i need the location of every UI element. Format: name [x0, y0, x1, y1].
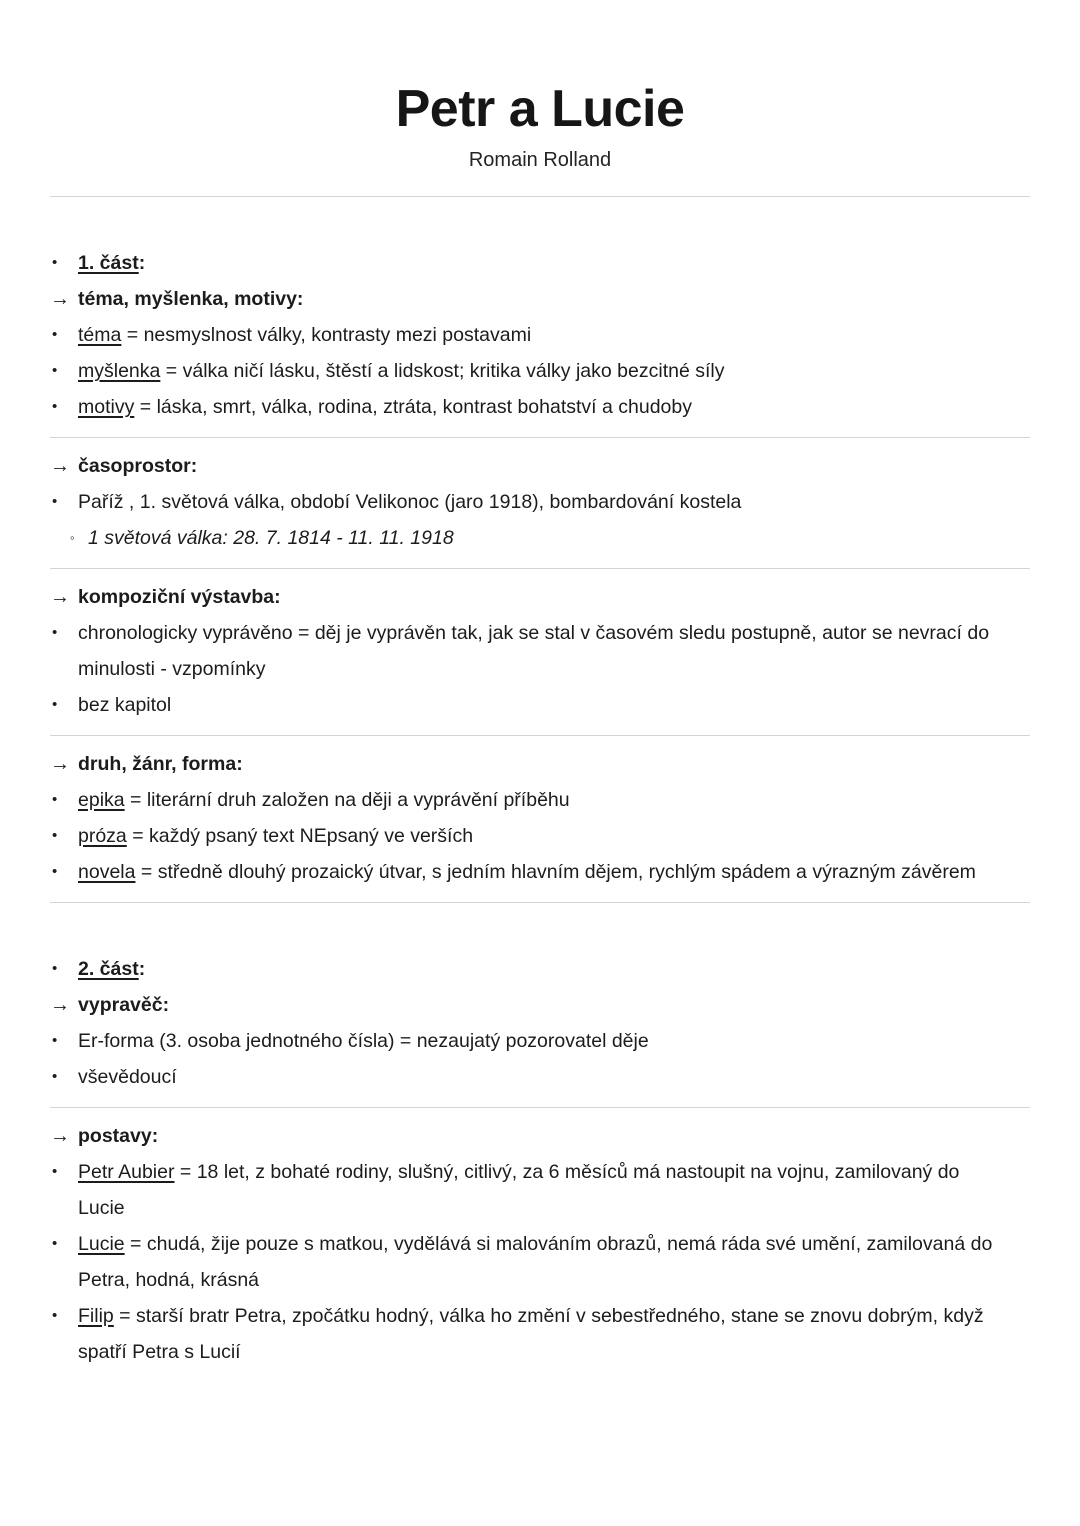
list-line: [50, 353, 1010, 389]
page-title: Petr a Lucie: [395, 80, 685, 138]
list-line: [50, 615, 1010, 687]
circle-bullet-icon: ◦: [70, 530, 75, 546]
list-line: [50, 1059, 1010, 1095]
text-segment: motivy: [78, 396, 135, 419]
text-segment: Filip: [78, 1305, 114, 1328]
list-line: [50, 1298, 1010, 1370]
page-subtitle: Romain Rolland: [468, 149, 612, 172]
section-casoprostor: [50, 438, 1010, 568]
arrow-icon: →: [50, 586, 70, 609]
bullet-icon: •: [52, 493, 58, 511]
text-segment: myšlenka: [78, 360, 161, 383]
text-segment: Er-forma (3. osoba jednotného čísla) = nezaujatý pozorovatel děje: [78, 1030, 649, 1053]
text-segment: = středně dlouhý prozaický útvar, s jedním hlavním dějem, rychlým spádem a výrazným závěrem: [135, 861, 976, 884]
text-segment: = každý psaný text NEpsaný ve verších: [126, 825, 474, 848]
bullet-icon: •: [52, 1235, 58, 1253]
bullet-icon: •: [52, 254, 58, 272]
bullet-icon: •: [52, 791, 58, 809]
list-line: [50, 389, 1010, 425]
text-segment: bez kapitol: [78, 694, 172, 717]
list-line: [50, 987, 1010, 1023]
arrow-icon: →: [50, 753, 70, 776]
text-segment: :: [138, 252, 146, 275]
bullet-icon: •: [52, 1307, 58, 1325]
text-segment: vypravěč:: [78, 994, 170, 1017]
text-segment: :: [138, 958, 146, 981]
list-line: [50, 854, 1010, 890]
bullet-icon: •: [52, 1163, 58, 1181]
text-segment: chronologicky vyprávěno = děj je vyprávěn tak, jak se stal v časovém sledu postupně, autor se nevrací do minulosti - vzpomínky: [78, 622, 990, 681]
list-line: [50, 818, 1010, 854]
arrow-icon: →: [50, 994, 70, 1017]
text-segment: téma, myšlenka, motivy:: [78, 288, 304, 311]
text-segment: 1. část: [78, 252, 139, 275]
text-segment: 1 světová válka: 28. 7. 1814 - 11. 11. 1918: [88, 527, 454, 550]
section-druh-zanr-forma: [50, 736, 1010, 902]
text-segment: Paříž , 1. světová válka, období Velikonoc (jaro 1918), bombardování kostela: [78, 491, 742, 514]
text-segment: 2. část: [78, 958, 139, 981]
bullet-icon: •: [52, 362, 58, 380]
text-segment: Petr Aubier: [78, 1161, 175, 1184]
bullet-icon: •: [52, 863, 58, 881]
text-segment: = 18 let, z bohaté rodiny, slušný, citlivý, za 6 měsíců má nastoupit na vojnu, zamilovaný do Lucie: [78, 1161, 960, 1220]
text-segment: = chudá, žije pouze s matkou, vydělává si malováním obrazů, nemá ráda své umění, zamilovaná do Petra, hodná, krásná: [78, 1233, 993, 1292]
list-line: [50, 1023, 1010, 1059]
text-segment: druh, žánr, forma:: [78, 753, 243, 776]
list-line: [50, 245, 1010, 281]
arrow-icon: →: [50, 1125, 70, 1148]
text-segment: časoprostor:: [78, 455, 198, 478]
list-line: [50, 484, 1010, 520]
section-postavy: [50, 1108, 1010, 1382]
list-line: [50, 448, 1010, 484]
bullet-icon: •: [52, 1032, 58, 1050]
text-segment: = literární druh založen na ději a vyprávění příběhu: [124, 789, 570, 812]
arrow-icon: →: [50, 455, 70, 478]
title-block: [50, 0, 1030, 197]
bullet-icon: •: [52, 827, 58, 845]
list-line: [50, 687, 1010, 723]
list-line: [50, 746, 1010, 782]
list-line: [50, 317, 1010, 353]
list-line: [50, 782, 1010, 818]
list-line: [60, 520, 1010, 556]
text-segment: postavy:: [78, 1125, 159, 1148]
text-segment: = válka ničí lásku, štěstí a lidskost; kritika války jako bezcitné síly: [160, 360, 725, 383]
text-segment: = nesmyslnost války, kontrasty mezi postavami: [121, 324, 532, 347]
bullet-icon: •: [52, 326, 58, 344]
bullet-icon: •: [52, 1068, 58, 1086]
bullet-icon: •: [52, 624, 58, 642]
text-segment: kompoziční výstavba:: [78, 586, 281, 609]
list-line: [50, 579, 1010, 615]
bullet-icon: •: [52, 696, 58, 714]
list-line: [50, 951, 1010, 987]
text-segment: próza: [78, 825, 127, 848]
text-segment: = láska, smrt, válka, rodina, ztráta, kontrast bohatství a chudoby: [134, 396, 692, 419]
section-kompozicni-vystavba: [50, 569, 1010, 735]
text-segment: epika: [78, 789, 125, 812]
text-segment: téma: [78, 324, 122, 347]
list-line: [50, 281, 1010, 317]
list-line: [50, 1226, 1010, 1298]
list-line: [50, 1154, 1010, 1226]
bullet-icon: •: [52, 398, 58, 416]
text-segment: vševědoucí: [78, 1066, 177, 1089]
arrow-icon: →: [50, 288, 70, 311]
bullet-icon: •: [52, 960, 58, 978]
section-2-cast-vypravec: [50, 903, 1010, 1107]
text-segment: Lucie: [78, 1233, 125, 1256]
list-line: [50, 1118, 1010, 1154]
section-1-cast-tema-myslenka-motivy: [50, 197, 1010, 437]
text-segment: = starší bratr Petra, zpočátku hodný, válka ho změní v sebestředného, stane se znovu dobrým, když spatří Petra s Lucií: [78, 1305, 984, 1364]
text-segment: novela: [78, 861, 136, 884]
